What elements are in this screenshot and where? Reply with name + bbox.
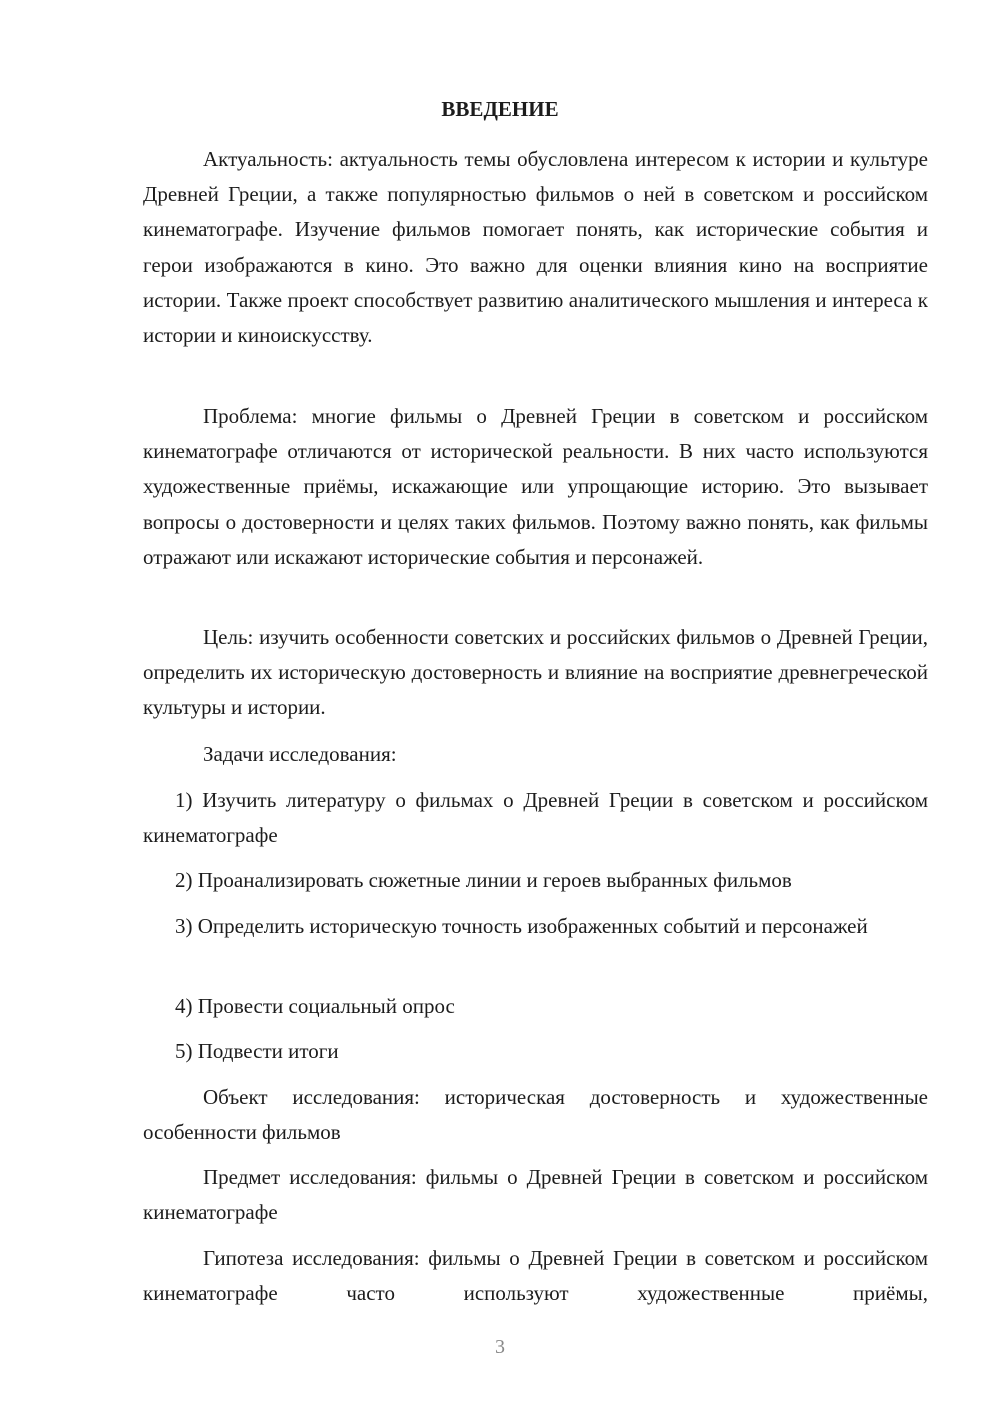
page-title: ВВЕДЕНИЕ <box>441 97 559 121</box>
object-paragraph: Объект исследования: историческая достоверность и художественные особенности фильмов <box>143 1085 928 1145</box>
hypothesis-paragraph: Гипотеза исследования: фильмы о Древней Греции в советском и российском кинематографе часто используют художественные приёмы, <box>143 1246 928 1306</box>
task-item: 2) Проанализировать сюжетные линии и героев выбранных фильмов <box>175 868 792 892</box>
tasks-heading: Задачи исследования: <box>203 742 397 766</box>
task-item: 3) Определить историческую точность изображенных событий и персонажей <box>175 914 868 938</box>
goal-paragraph: Цель: изучить особенности советских и российских фильмов о Древней Греции, определить их историческую достоверность и влияние на восприятие древнегреческой культуры и истории. <box>143 625 928 720</box>
task-item: 4) Провести социальный опрос <box>175 994 455 1018</box>
problem-paragraph: Проблема: многие фильмы о Древней Греции в советском и российском кинематографе отличаются от исторической реальности. В них часто используются художественные приёмы, искажающие или упрощающие историю. Это вызывает вопросы о достоверности и целях таких фильмов. Поэтому важно понять, как фильмы отражают или искажают исторические события и персонажей. <box>143 404 928 569</box>
subject-paragraph: Предмет исследования: фильмы о Древней Греции в советском и российском кинематографе <box>143 1165 928 1225</box>
task-item: 1) Изучить литературу о фильмах о Древней Греции в советском и российском кинематографе <box>143 788 928 848</box>
page-number: 3 <box>495 1336 505 1358</box>
task-item: 5) Подвести итоги <box>175 1039 339 1063</box>
relevance-paragraph: Актуальность: актуальность темы обусловлена интересом к истории и культуре Древней Греции, а также популярностью фильмов о ней в советском и российском кинематографе. Изучение фильмов помогает понять, как исторические события и герои изображаются в кино. Это важно для оценки влияния кино на восприятие истории. Также проект способствует развитию аналитического мышления и интереса к истории и киноискусству. <box>143 147 928 348</box>
